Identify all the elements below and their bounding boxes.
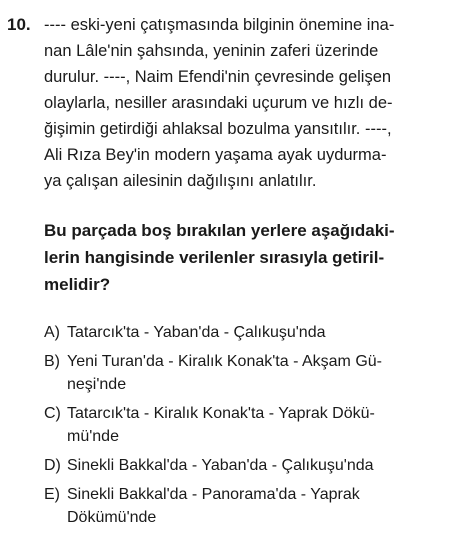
stem-line: nan Lâle'nin şahsında, yeninin zaferi üzerinde (44, 42, 379, 60)
option-text-line: Sinekli Bakkal'da - Yaban'da - Çalıkuşu'nda (67, 457, 374, 474)
option-text-line: Dökümü'nde (67, 509, 157, 526)
option-letter: D) (44, 457, 61, 474)
option-text (67, 321, 439, 344)
option-letter: C) (44, 405, 61, 422)
answer-options (44, 321, 439, 535)
option-text (67, 350, 439, 396)
option-text (67, 483, 439, 529)
stem-line: olaylarla, nesiller arasındaki uçurum ve hızlı de- (44, 94, 393, 112)
question-prompt (44, 217, 434, 298)
option-text-line: Sinekli Bakkal'da - Panorama'da - Yaprak (67, 486, 360, 503)
option-text (67, 454, 439, 477)
option-text-line: Tatarcık'ta - Yaban'da - Çalıkuşu'nda (67, 324, 326, 341)
option-text-line: Tatarcık'ta - Kiralık Konak'ta - Yaprak Dökü- (67, 405, 375, 422)
question-stem (44, 12, 434, 194)
stem-line: ya çalışan ailesinin dağılışını anlatılır. (44, 172, 317, 190)
option-e[interactable] (44, 483, 439, 529)
option-letter: A) (44, 324, 60, 341)
option-c[interactable] (44, 402, 439, 448)
option-a[interactable] (44, 321, 439, 344)
option-d[interactable] (44, 454, 439, 477)
prompt-line: melidir? (44, 275, 111, 294)
option-letter: B) (44, 353, 60, 370)
stem-line: ---- eski-yeni çatışmasında bilginin önemine ina- (44, 16, 395, 34)
option-text-line: neşi'nde (67, 376, 127, 393)
question-number: 10. (7, 15, 31, 34)
stem-line: ğişimin getirdiği ahlaksal bozulma yansıtılır. ----, (44, 120, 392, 138)
option-text (67, 402, 439, 448)
prompt-line: lerin hangisinde verilenler sırasıyla getiril- (44, 248, 385, 267)
option-letter: E) (44, 486, 60, 503)
option-text-line: Yeni Turan'da - Kiralık Konak'ta - Akşam Gü- (67, 353, 382, 370)
option-b[interactable] (44, 350, 439, 396)
option-text-line: mü'nde (67, 428, 119, 445)
stem-line: Ali Rıza Bey'in modern yaşama ayak uydurma- (44, 146, 387, 164)
stem-line: durulur. ----, Naim Efendi'nin çevresinde gelişen (44, 68, 392, 86)
prompt-line: Bu parçada boş bırakılan yerlere aşağıdaki- (44, 221, 395, 240)
